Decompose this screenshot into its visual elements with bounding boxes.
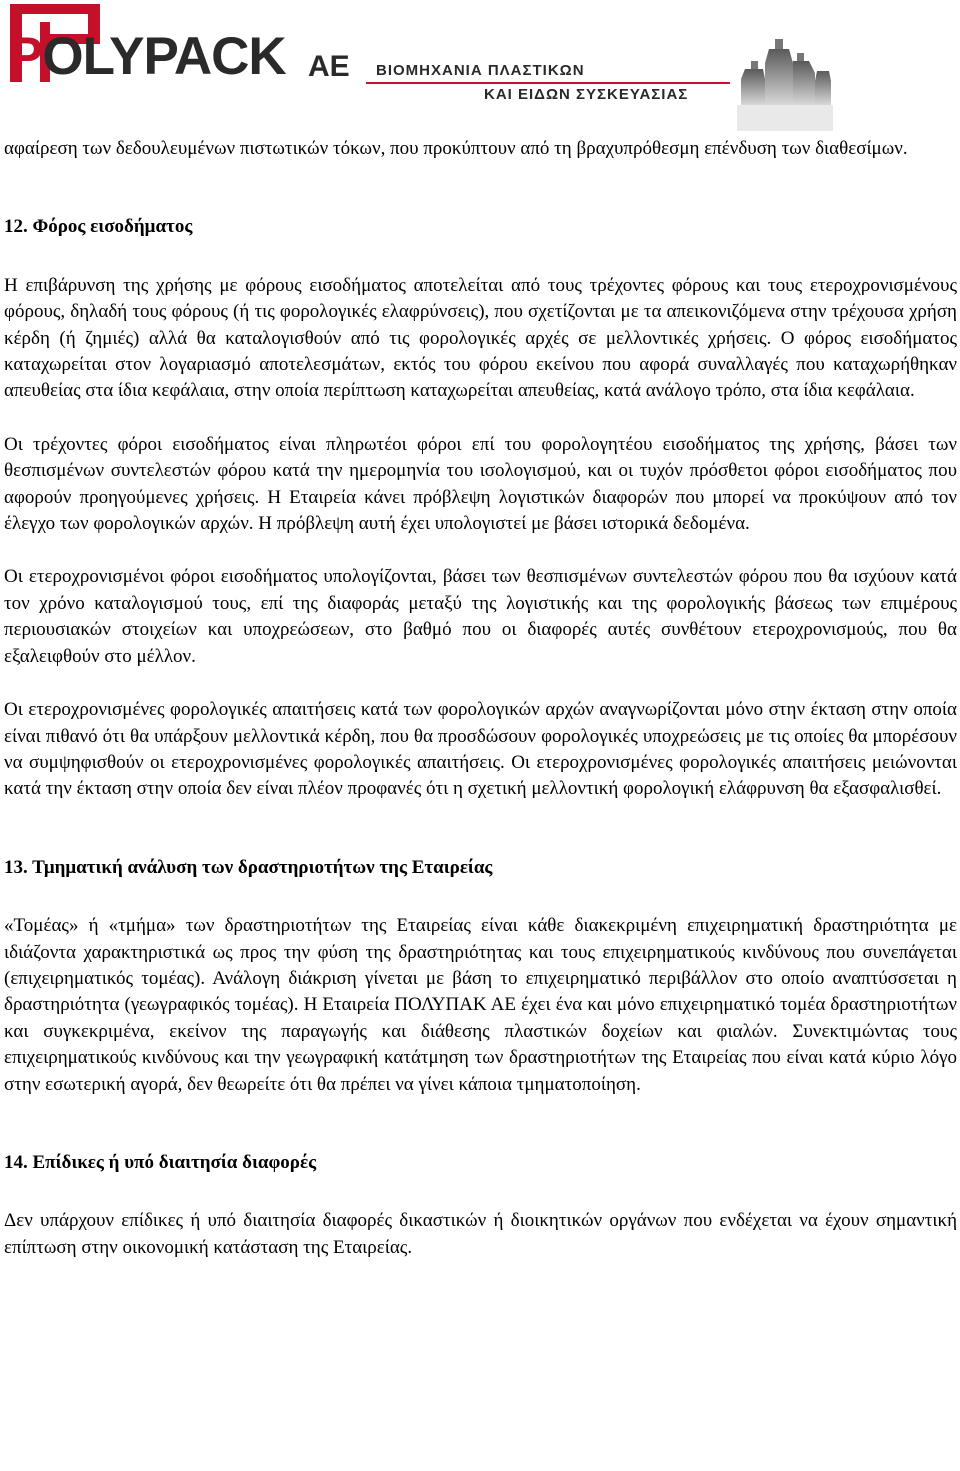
section-13-heading: 13. Τμηματική ανάλυση των δραστηριοτήτων της Εταιρείας — [4, 856, 493, 878]
section-12-paragraph-4: Οι ετεροχρονισμένες φορολογικές απαιτήσεις κατά των φορολογικών αρχών αναγνωρίζονται μόνο στην έκταση στην οποία είναι πιθανό ότι θα υπάρξουν μελλοντικά κέρδη, που θα προσδώσουν φορολογικές υποχρεώσεις με τις οποίες θα μπορέσουν να συμψηφισθούν οι ετεροχρονισμένες φορολογικές απαιτήσεις. Οι ετεροχρονισμένες φορολογικές απαιτήσεις μειώνονται κατά την έκταση στην οποία δεν είναι πλέον προφανές ότι η σχετική μελλοντική φορολογική ελάφρυνση θα εξασφαλισθεί. — [4, 699, 957, 800]
section-13-paragraph-1: «Τομέας» ή «τμήμα» των δραστηριοτήτων της Εταιρείας είναι κάθε διακεκριμένη επιχειρηματική δραστηριότητα με ιδιάζοντα χαρακτηριστικά ως προς την φύση της δραστηριότητας και τους επιχειρηματικούς κινδύνους που συνεπάγεται (επιχειρηματικός τομέας). Ανάλογη διάκριση γίνεται με βάση το επιχειρηματικό περιβάλλον στο οποίο αναπτύσσεται η δραστηριότητα (γεωγραφικός τομέας). Η Εταιρεία ΠΟΛΥΠΑΚ ΑΕ έχει ένα και μόνο επιχειρηματικό τομέα δραστηριοτήτων και συγκεκριμένα, εκείνον της παραγωγής και διάθεσης πλαστικών δοχείων και φιαλών. Συνεκτιμώντας τους επιχειρηματικούς κινδύνους και την γεωγραφική κατάτμηση των δραστηριοτήτων της Εταιρείας που είναι κατά κύριο λόγο στην εσωτερική αγορά, δεν θεωρείτε ότι θα πρέπει να γίνει κάποια τμηματοποίηση. — [4, 915, 957, 1095]
section-12-heading: 12. Φόρος εισοδήματος — [4, 216, 193, 238]
section-12-paragraph-2: Οι τρέχοντες φόροι εισοδήματος είναι πληρωτέοι φόροι επί του φορολογητέου εισοδήματος της χρήσης, βάσει των θεσπισμένων συντελεστών φόρου κατά την ημερομηνία του ισολογισμού, και οι τυχόν πρόσθετοι φόροι εισοδήματος που αφορούν προηγούμενες χρήσεις. Η Εταιρεία κάνει πρόβλεψη λογιστικών διαφορών που μπορεί να προκύψουν από τον έλεγχο των φορολογικών αρχών. Η πρόβλεψη αυτή έχει υπολογιστεί με βάσει ιστορικά δεδομένα. — [4, 433, 957, 535]
brand-suffix: ΑΕ — [308, 50, 350, 83]
section-14-heading: 14. Επίδικες ή υπό διαιτησία διαφορές — [4, 1151, 317, 1173]
letterhead-divider — [366, 82, 730, 84]
plastic-bottles-icon — [735, 35, 835, 133]
brand-wordmark-p: P — [8, 27, 43, 86]
brand-wordmark-rest: OLYPACK — [42, 27, 286, 86]
document-body — [4, 136, 957, 1261]
tagline-line1: ΒΙΟΜΗΧΑΝΙΑ ΠΛΑΣΤΙΚΩΝ — [376, 62, 585, 79]
section-14-paragraph-1: Δεν υπάρχουν επίδικες ή υπό διαιτησία διαφορές δικαστικών ή διοικητικών οργάνων που ενδέχεται να έχουν σημαντική επίπτωση στην οικονομική κατάσταση της Εταιρείας. — [4, 1210, 957, 1258]
letterhead — [0, 0, 960, 135]
section-12-paragraph-3: Οι ετεροχρονισμένοι φόροι εισοδήματος υπολογίζονται, βάσει των θεσπισμένων συντελεστών φόρου που θα ισχύουν κατά τον χρόνο καταλογισμού τους, επί της διαφοράς μεταξύ της λογιστικής και της φορολογικής βάσεως των επιμέρους περιουσιακών στοιχείων και υποχρεώσεων, στο βαθμό που οι διαφορές αυτές συνθέτουν ετεροχρονισμούς, που θα εξαλειφθούν στο μέλλον. — [4, 566, 957, 667]
section-12-paragraph-1: Η επιβάρυνση της χρήσης με φόρους εισοδήματος αποτελείται από τους τρέχοντες φόρους και τους ετεροχρονισμένους φόρους, δηλαδή τους φόρους (ή τις φορολογικές ελαφρύνσεις), που σχετίζονται με τα απεικονιζόμενα στην τρέχουσα χρήση κέρδη (ή ζημιές) αλλά θα καταλογισθούν από τις φορολογικές αρχές σε μελλοντικές χρήσεις. Ο φόρος εισοδήματος καταχωρείται στον λογαριασμό αποτελεσμάτων, εκτός του φόρου εκείνου που αφορά συναλλαγές που καταχωρήθηκαν απευθείας στα ίδια κεφάλαια, στην οποία περίπτωση καταχωρείται απευθείας, κατά ανάλογο τρόπο, στα ίδια κεφάλαια. — [4, 274, 957, 402]
brand-wordmark — [8, 27, 286, 86]
tagline-line2: ΚΑΙ ΕΙΔΩΝ ΣΥΣΚΕΥΑΣΙΑΣ — [484, 86, 689, 103]
intro-paragraph: αφαίρεση των δεδουλευμένων πιστωτικών τόκων, που προκύπτουν από τη βραχυπρόθεσμη επένδυση των διαθεσίμων. — [4, 138, 908, 159]
